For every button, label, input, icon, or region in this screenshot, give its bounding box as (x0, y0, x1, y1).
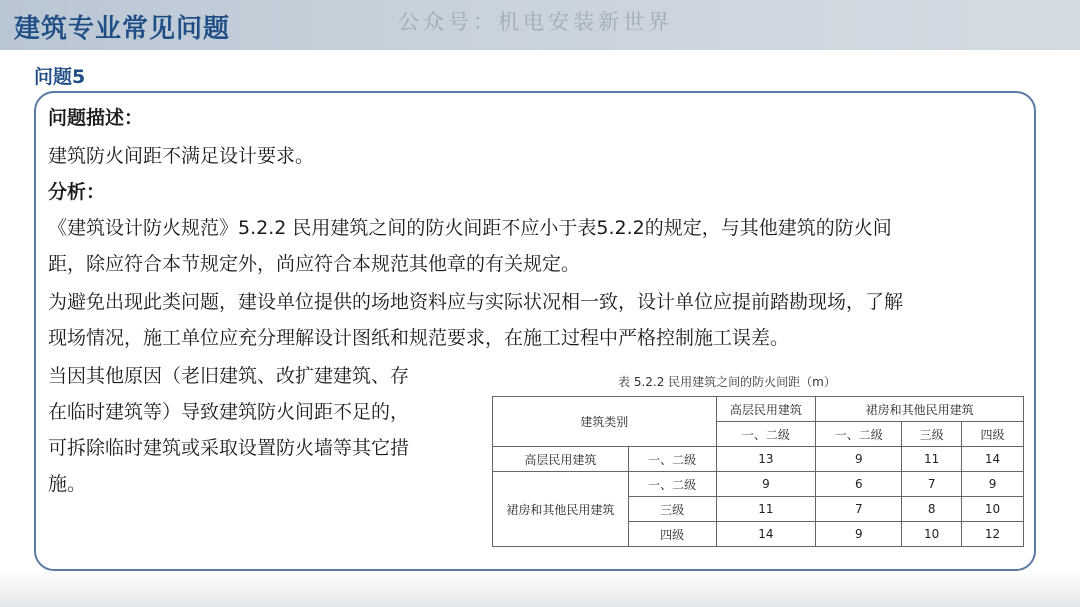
subheader-grade: 一、二级 (816, 422, 902, 447)
row-category: 裙房和其他民用建筑 (493, 472, 629, 547)
table-cell: 7 (902, 472, 962, 497)
row-grade: 四级 (628, 522, 716, 547)
table-cell: 14 (962, 447, 1024, 472)
subheader-grade: 一、二级 (716, 422, 816, 447)
description-heading: 问题描述： (48, 107, 144, 129)
header-podium: 裙房和其他民用建筑 (816, 397, 1024, 422)
row-grade: 一、二级 (628, 447, 716, 472)
subheader-grade: 三级 (902, 422, 962, 447)
row-grade: 三级 (628, 497, 716, 522)
table-cell: 7 (816, 497, 902, 522)
side-text-line: 在临时建筑等）导致建筑防火间距不足的， (48, 401, 410, 423)
table-cell: 12 (962, 522, 1024, 547)
table-cell: 14 (716, 522, 816, 547)
table-row (493, 472, 1024, 497)
fire-spacing-table (492, 396, 1024, 547)
row-grade: 一、二级 (628, 472, 716, 497)
analysis-line: 为避免出现此类问题，建设单位提供的场地资料应与实际状况相一致，设计单位应提前踏勘现场，了解 (48, 291, 904, 313)
side-text-line: 当因其他原因（老旧建筑、改扩建建筑、存 (48, 365, 410, 387)
table-cell: 10 (902, 522, 962, 547)
table-cell: 13 (716, 447, 816, 472)
side-text-line: 施。 (48, 473, 87, 495)
description-text: 建筑防火间距不满足设计要求。 (48, 145, 315, 167)
side-text-line: 可拆除临时建筑或采取设置防火墙等其它措 (48, 437, 410, 459)
analysis-heading: 分析： (48, 181, 106, 203)
table-cell: 10 (962, 497, 1024, 522)
table-cell: 9 (816, 522, 902, 547)
table-caption: 表 5.2.2 民用建筑之间的防火间距（m） (618, 375, 836, 389)
table-cell: 9 (716, 472, 816, 497)
table-header-row (493, 397, 1024, 422)
table-cell: 11 (902, 447, 962, 472)
subheader-grade: 四级 (962, 422, 1024, 447)
table-cell: 11 (716, 497, 816, 522)
table-cell: 8 (902, 497, 962, 522)
header-building-category: 建筑类别 (493, 397, 717, 447)
row-category: 高层民用建筑 (493, 447, 629, 472)
table-cell: 9 (962, 472, 1024, 497)
bottom-decoration (0, 571, 1080, 607)
watermark-text: 公众号：机电安装新世界 (398, 10, 673, 34)
analysis-line: 距，除应符合本节规定外，尚应符合本规范其他章的有关规定。 (48, 253, 581, 275)
analysis-line: 现场情况，施工单位应充分理解设计图纸和规范要求，在施工过程中严格控制施工误差。 (48, 327, 790, 349)
table-row (493, 447, 1024, 472)
problem-label: 问题5 (34, 66, 86, 88)
table-cell: 6 (816, 472, 902, 497)
table-cell: 9 (816, 447, 902, 472)
header-high-rise: 高层民用建筑 (716, 397, 816, 422)
page-title: 建筑专业常见问题 (14, 14, 231, 44)
analysis-line: 《建筑设计防火规范》5.2.2 民用建筑之间的防火间距不应小于表5.2.2的规定，与其他建筑的防火间 (48, 217, 892, 239)
